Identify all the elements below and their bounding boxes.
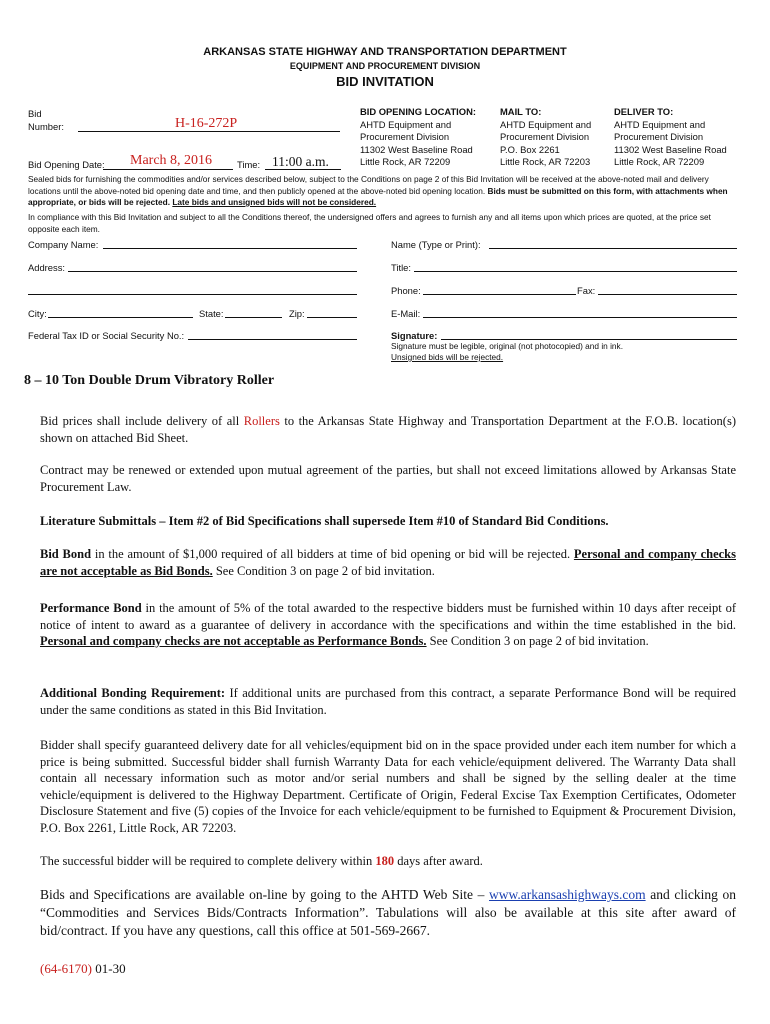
deliver-to-line: Procurement Division (614, 131, 704, 142)
opening-date-label: Bid Opening Date: (28, 159, 105, 170)
deliver-to-line: 11302 West Baseline Road (614, 143, 727, 155)
address-field-2[interactable] (28, 294, 357, 295)
time-value[interactable]: 11:00 a.m. (272, 154, 329, 169)
form-code-suffix: 01-30 (95, 961, 126, 976)
mail-to (500, 106, 591, 169)
time-label: Time: (237, 159, 261, 170)
fax-label: Fax: (577, 285, 596, 296)
fax-field[interactable] (598, 294, 737, 295)
signature-label: Signature: (391, 330, 438, 341)
title-label: Title: (391, 262, 411, 273)
compliance-text: In compliance with this Bid Invitation and subject to all the Conditions thereof, the undersigned offers and agrees to furnish any and all items upon which prices are quoted, at the price set opposite each item. (28, 212, 711, 234)
paragraph-performance-bond (40, 600, 736, 650)
form-code-number: (64-6170) (40, 961, 92, 976)
mail-to-heading: MAIL TO: (500, 106, 542, 117)
mail-to-line: Little Rock, AR 72203 (500, 156, 591, 167)
p4-text-cont: See Condition 3 on page 2 of bid invitation. (212, 563, 435, 578)
deliver-to-line: AHTD Equipment and (614, 118, 706, 130)
mail-to-line: Procurement Division (500, 131, 590, 142)
opening-location-line: 11302 West Baseline Road (360, 143, 473, 155)
name-label: Name (Type or Print): (391, 239, 481, 250)
opening-date-value[interactable]: March 8, 2016 (130, 153, 213, 168)
sealed-notice-text: Sealed bids for furnishing the commodities and/or services described below, subject to the Conditions on page 2 of this Bid Invitation will be received at the above-noted mail and delivery locations until the above-noted bid opening date and time, and then publicly opened at the above-noted bid opening location. (28, 174, 709, 196)
opening-location-heading: BID OPENING LOCATION: (360, 106, 476, 117)
sealed-notice-underlined: Late bids and unsigned bids will not be considered. (172, 197, 377, 207)
p1-item-name: Rollers (243, 414, 280, 428)
p8-text-cont: days after award. (394, 854, 483, 868)
p8-days: 180 (375, 854, 395, 868)
address-label: Address: (28, 262, 65, 273)
paragraph-delivery-time (40, 853, 736, 870)
mail-to-line: P.O. Box 2261 (500, 143, 560, 155)
paragraph-literature: Literature Submittals – Item #2 of Bid Specifications shall supersede Item #10 of Standard Bid Conditions. (40, 514, 609, 528)
sealed-notice-bold: Bids must be submitted on this form, with attachments when appropriate, or bids will be rejected. (28, 185, 728, 207)
paragraph-additional-bonding (40, 685, 736, 718)
email-field[interactable] (423, 317, 737, 318)
opening-location-line: Little Rock, AR 72209 (360, 156, 451, 167)
company-name-field[interactable] (103, 248, 357, 249)
bid-number-value[interactable]: H-16-272P (175, 116, 238, 131)
page-title: BID INVITATION (336, 74, 434, 89)
zip-field[interactable] (307, 317, 357, 318)
state-field[interactable] (225, 317, 282, 318)
item-title: 8 – 10 Ton Double Drum Vibratory Roller (24, 373, 275, 388)
p4-heading: Bid Bond (40, 547, 92, 561)
state-label: State: (199, 308, 224, 319)
company-name-label: Company Name: (28, 239, 99, 250)
p5-text-cont: See Condition 3 on page 2 of bid invitation. (426, 634, 649, 648)
signature-warning: Unsigned bids will be rejected. (391, 352, 504, 362)
bid-label: Bid (28, 108, 42, 119)
p9-text-cont: and clicking on “Commodities and Services Bids/Contracts Information”. Tabulations will also be available at this site after award of bid/contract. If you have any questions, call this office at 501-569-2667. (40, 887, 737, 938)
federal-tax-field[interactable] (188, 339, 357, 340)
p4-warning: Personal and company checks are not acceptable as Bid Bonds. (40, 547, 736, 578)
p8-text: The successful bidder will be required to complete delivery within (40, 854, 376, 868)
signature-note: Signature must be legible, original (not photocopied) and in ink. (391, 341, 623, 351)
opening-location-line: AHTD Equipment and (360, 118, 452, 130)
city-field[interactable] (48, 317, 193, 318)
p1-text: Bid prices shall include delivery of all (40, 414, 244, 428)
paragraph-online (40, 886, 736, 940)
division-title: EQUIPMENT AND PROCUREMENT DIVISION (289, 61, 481, 71)
p6-heading: Additional Bonding Requirement: (40, 686, 226, 700)
opening-date-line (103, 169, 233, 170)
phone-field[interactable] (423, 294, 576, 295)
p5-text: in the amount of 5% of the total awarded to the respective bidders must be furnished within 10 days after receipt of notice of intent to award as a guarantee of delivery in accordance with the specifications and within the time established in the bid. (40, 601, 736, 632)
signature-field[interactable] (441, 339, 737, 340)
name-field[interactable] (489, 248, 737, 249)
opening-location-line: Procurement Division (360, 131, 450, 142)
zip-label: Zip: (289, 308, 305, 319)
paragraph-contract: Contract may be renewed or extended upon mutual agreement of the parties, but shall not exceed limitations allowed by Arkansas State Procurement Law. (40, 463, 736, 494)
address-field[interactable] (68, 271, 357, 272)
federal-tax-label: Federal Tax ID or Social Security No.: (28, 330, 185, 341)
department-title: ARKANSAS STATE HIGHWAY AND TRANSPORTATION DEPARTMENT (203, 46, 567, 58)
deliver-to-line: Little Rock, AR 72209 (614, 156, 705, 167)
mail-to-line: AHTD Equipment and (500, 118, 592, 130)
p9-text: Bids and Specifications are available on-line by going to the AHTD Web Site – (40, 887, 490, 902)
p4-text: in the amount of $1,000 required of all bidders at time of bid opening or bid will be rejected. (91, 547, 574, 561)
deliver-to-heading: DELIVER TO: (614, 106, 674, 117)
deliver-to (614, 106, 727, 169)
form-code (40, 961, 126, 977)
paragraph-bid-bond (40, 546, 736, 579)
sealed-bids-notice (28, 174, 738, 209)
paragraph-warranty: Bidder shall specify guaranteed delivery date for all vehicles/equipment bid on in the space provided under each item number for which a price is being submitted. Successful bidder shall furnish Warranty Data for each vehicle/equipment delivered. The Warranty Data shall contain all necessary information such as motor and/or serial numbers and shall be signed by the selling dealer at the time vehicle/equipment is delivered to the Highway Department. Certificate of Origin, Federal Excise Tax Exemption Certificates, Odometer Disclosure Statement and five (5) copies of the Invoice for each vehicle/equipment to be furnished to Equipment & Procurement Division, P.O. Box 2261, Little Rock, AR 72203. (40, 738, 736, 835)
city-label: City: (28, 308, 47, 319)
title-field[interactable] (414, 271, 737, 272)
phone-label: Phone: (391, 285, 421, 296)
website-link[interactable]: www.arkansashighways.com (489, 887, 646, 902)
email-label: E-Mail: (391, 308, 421, 319)
paragraph-delivery (40, 413, 736, 446)
bid-number-label: Number: (28, 121, 64, 132)
p5-heading: Performance Bond (40, 601, 142, 615)
opening-location (360, 106, 476, 169)
p5-warning: Personal and company checks are not acceptable as Performance Bonds. (40, 634, 427, 648)
p1-text-cont: to the Arkansas State Highway and Transportation Department at the F.O.B. location(s) shown on attached Bid Sheet. (40, 414, 736, 445)
p6-text: If additional units are purchased from this contract, a separate Performance Bond will be required under the same conditions as stated in this Bid Invitation. (40, 686, 736, 717)
